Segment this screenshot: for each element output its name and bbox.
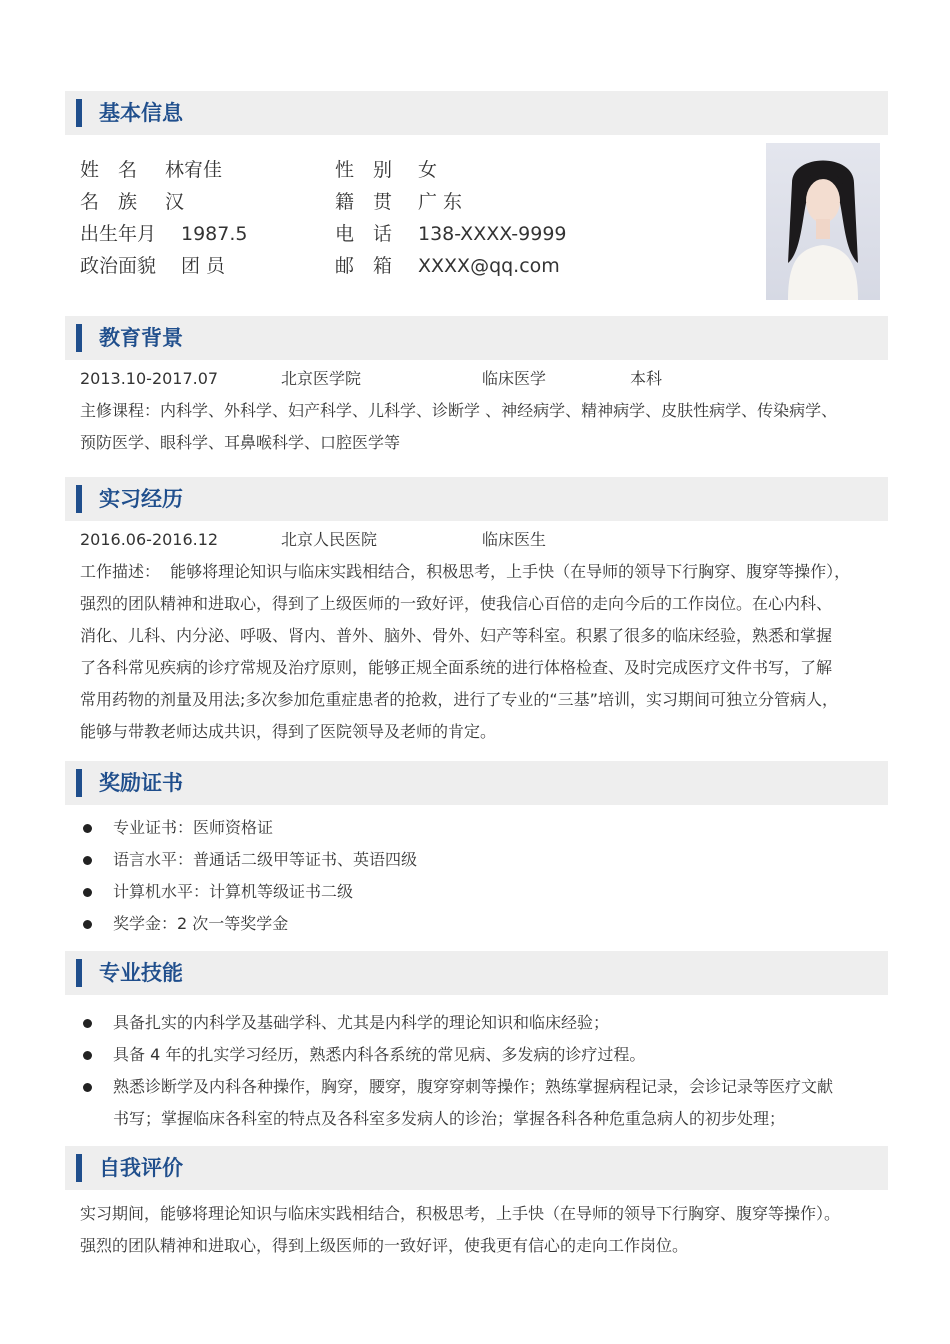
bullet-icon <box>83 1083 92 1092</box>
section-header-awards <box>65 761 888 805</box>
internship-description-line: 强烈的团队精神和进取心，得到了上级医师的一致好评，使我信心百倍的走向今后的工作岗位。在心内科、 <box>80 594 833 613</box>
gender-label: 性 别 <box>335 159 393 181</box>
education-degree: 本科 <box>630 369 663 388</box>
section-accent-bar <box>76 769 82 797</box>
section-accent-bar <box>76 959 82 987</box>
political-label: 政治面貌 <box>80 255 157 277</box>
section-header-education <box>65 316 888 360</box>
birth-value: 1987.5 <box>181 223 248 245</box>
education-period: 2013.10-2017.07 <box>80 369 219 388</box>
ethnicity-label: 名 族 <box>80 191 138 213</box>
section-accent-bar <box>76 1154 82 1182</box>
birth-label: 出生年月 <box>80 223 157 245</box>
internship-description-line: 能够与带教老师达成共识，得到了医院领导及老师的肯定。 <box>80 722 497 741</box>
education-courses-line: 预防医学、眼科学、耳鼻喉科学、口腔医学等 <box>80 433 401 452</box>
skill-text: 具备扎实的内科学及基础学科、尤其是内科学的理论知识和临床经验； <box>113 1013 610 1032</box>
award-text: 计算机水平：计算机等级证书二级 <box>113 882 354 901</box>
internship-position: 临床医生 <box>482 530 547 549</box>
internship-description-line: 常用药物的剂量及用法;多次参加危重症患者的抢救，进行了专业的“三基”培训，实习期间可独立分管病人， <box>80 690 838 709</box>
name-value: 林宥佳 <box>165 159 223 181</box>
bullet-icon <box>83 824 92 833</box>
internship-description-line: 消化、儿科、内分泌、呼吸、肾内、普外、脑外、骨外、妇产等科室。积累了很多的临床经验，熟悉和掌握 <box>80 626 833 645</box>
section-title-internship: 实习经历 <box>99 487 183 511</box>
section-header-self-eval <box>65 1146 888 1190</box>
award-text: 专业证书：医师资格证 <box>113 818 274 837</box>
award-text: 奖学金：2 次一等奖学金 <box>113 914 289 933</box>
section-title-self-eval: 自我评价 <box>99 1156 183 1180</box>
internship-description-line: 了各科常见疾病的诊疗常规及治疗原则，能够正规全面系统的进行体格检查、及时完成医疗文件书写，了解 <box>80 658 833 677</box>
skill-text: 具备 4 年的扎实学习经历，熟悉内科各系统的常见病、多发病的诊疗过程。 <box>113 1045 646 1064</box>
bullet-icon <box>83 1019 92 1028</box>
internship-description-line: 工作描述： 能够将理论知识与临床实践相结合，积极思考，上手快（在导师的领导下行胸穿、腹穿等操作）， <box>80 562 851 581</box>
education-school: 北京医学院 <box>281 369 362 388</box>
bullet-icon <box>83 888 92 897</box>
internship-hospital: 北京人民医院 <box>281 530 378 549</box>
section-header-basic <box>65 91 888 135</box>
section-title-basic: 基本信息 <box>99 101 183 125</box>
email-label: 邮 箱 <box>335 255 393 277</box>
native-label: 籍 贯 <box>335 191 393 213</box>
ethnicity-value: 汉 <box>165 191 185 213</box>
education-major: 临床医学 <box>482 369 547 388</box>
bullet-icon <box>83 1051 92 1060</box>
self-eval-line: 实习期间，能够将理论知识与临床实践相结合，积极思考，上手快（在导师的领导下行胸穿、腹穿等操作）。 <box>80 1204 841 1223</box>
section-title-education: 教育背景 <box>99 326 183 350</box>
section-header-skills <box>65 951 888 995</box>
political-value: 团 员 <box>181 255 226 277</box>
self-eval-line: 强烈的团队精神和进取心，得到上级医师的一致好评，使我更有信心的走向工作岗位。 <box>80 1236 689 1255</box>
bullet-icon <box>83 920 92 929</box>
profile-photo <box>766 143 880 300</box>
internship-period: 2016.06-2016.12 <box>80 530 219 549</box>
section-title-awards: 奖励证书 <box>99 771 183 795</box>
email-value: XXXX@qq.com <box>418 255 560 277</box>
award-text: 语言水平：普通话二级甲等证书、英语四级 <box>113 850 418 869</box>
education-courses-line: 主修课程：内科学、外科学、妇产科学、儿科学、诊断学 、神经病学、精神病学、皮肤性病学、传染病学、 <box>80 401 838 420</box>
gender-value: 女 <box>418 159 438 181</box>
section-accent-bar <box>76 99 82 127</box>
phone-value: 138-XXXX-9999 <box>418 223 567 245</box>
section-accent-bar <box>76 324 82 352</box>
section-header-internship <box>65 477 888 521</box>
phone-label: 电 话 <box>335 223 393 245</box>
section-accent-bar <box>76 485 82 513</box>
bullet-icon <box>83 856 92 865</box>
skill-text: 书写；掌握临床各科室的特点及各科室多发病人的诊治；掌握各科各种危重急病人的初步处理； <box>113 1109 786 1128</box>
section-title-skills: 专业技能 <box>99 961 183 985</box>
native-value: 广 东 <box>418 191 463 213</box>
skill-text: 熟悉诊断学及内科各种操作，胸穿，腰穿，腹穿穿刺等操作；熟练掌握病程记录，会诊记录等医疗文献 <box>113 1077 834 1096</box>
name-label: 姓 名 <box>80 159 138 181</box>
